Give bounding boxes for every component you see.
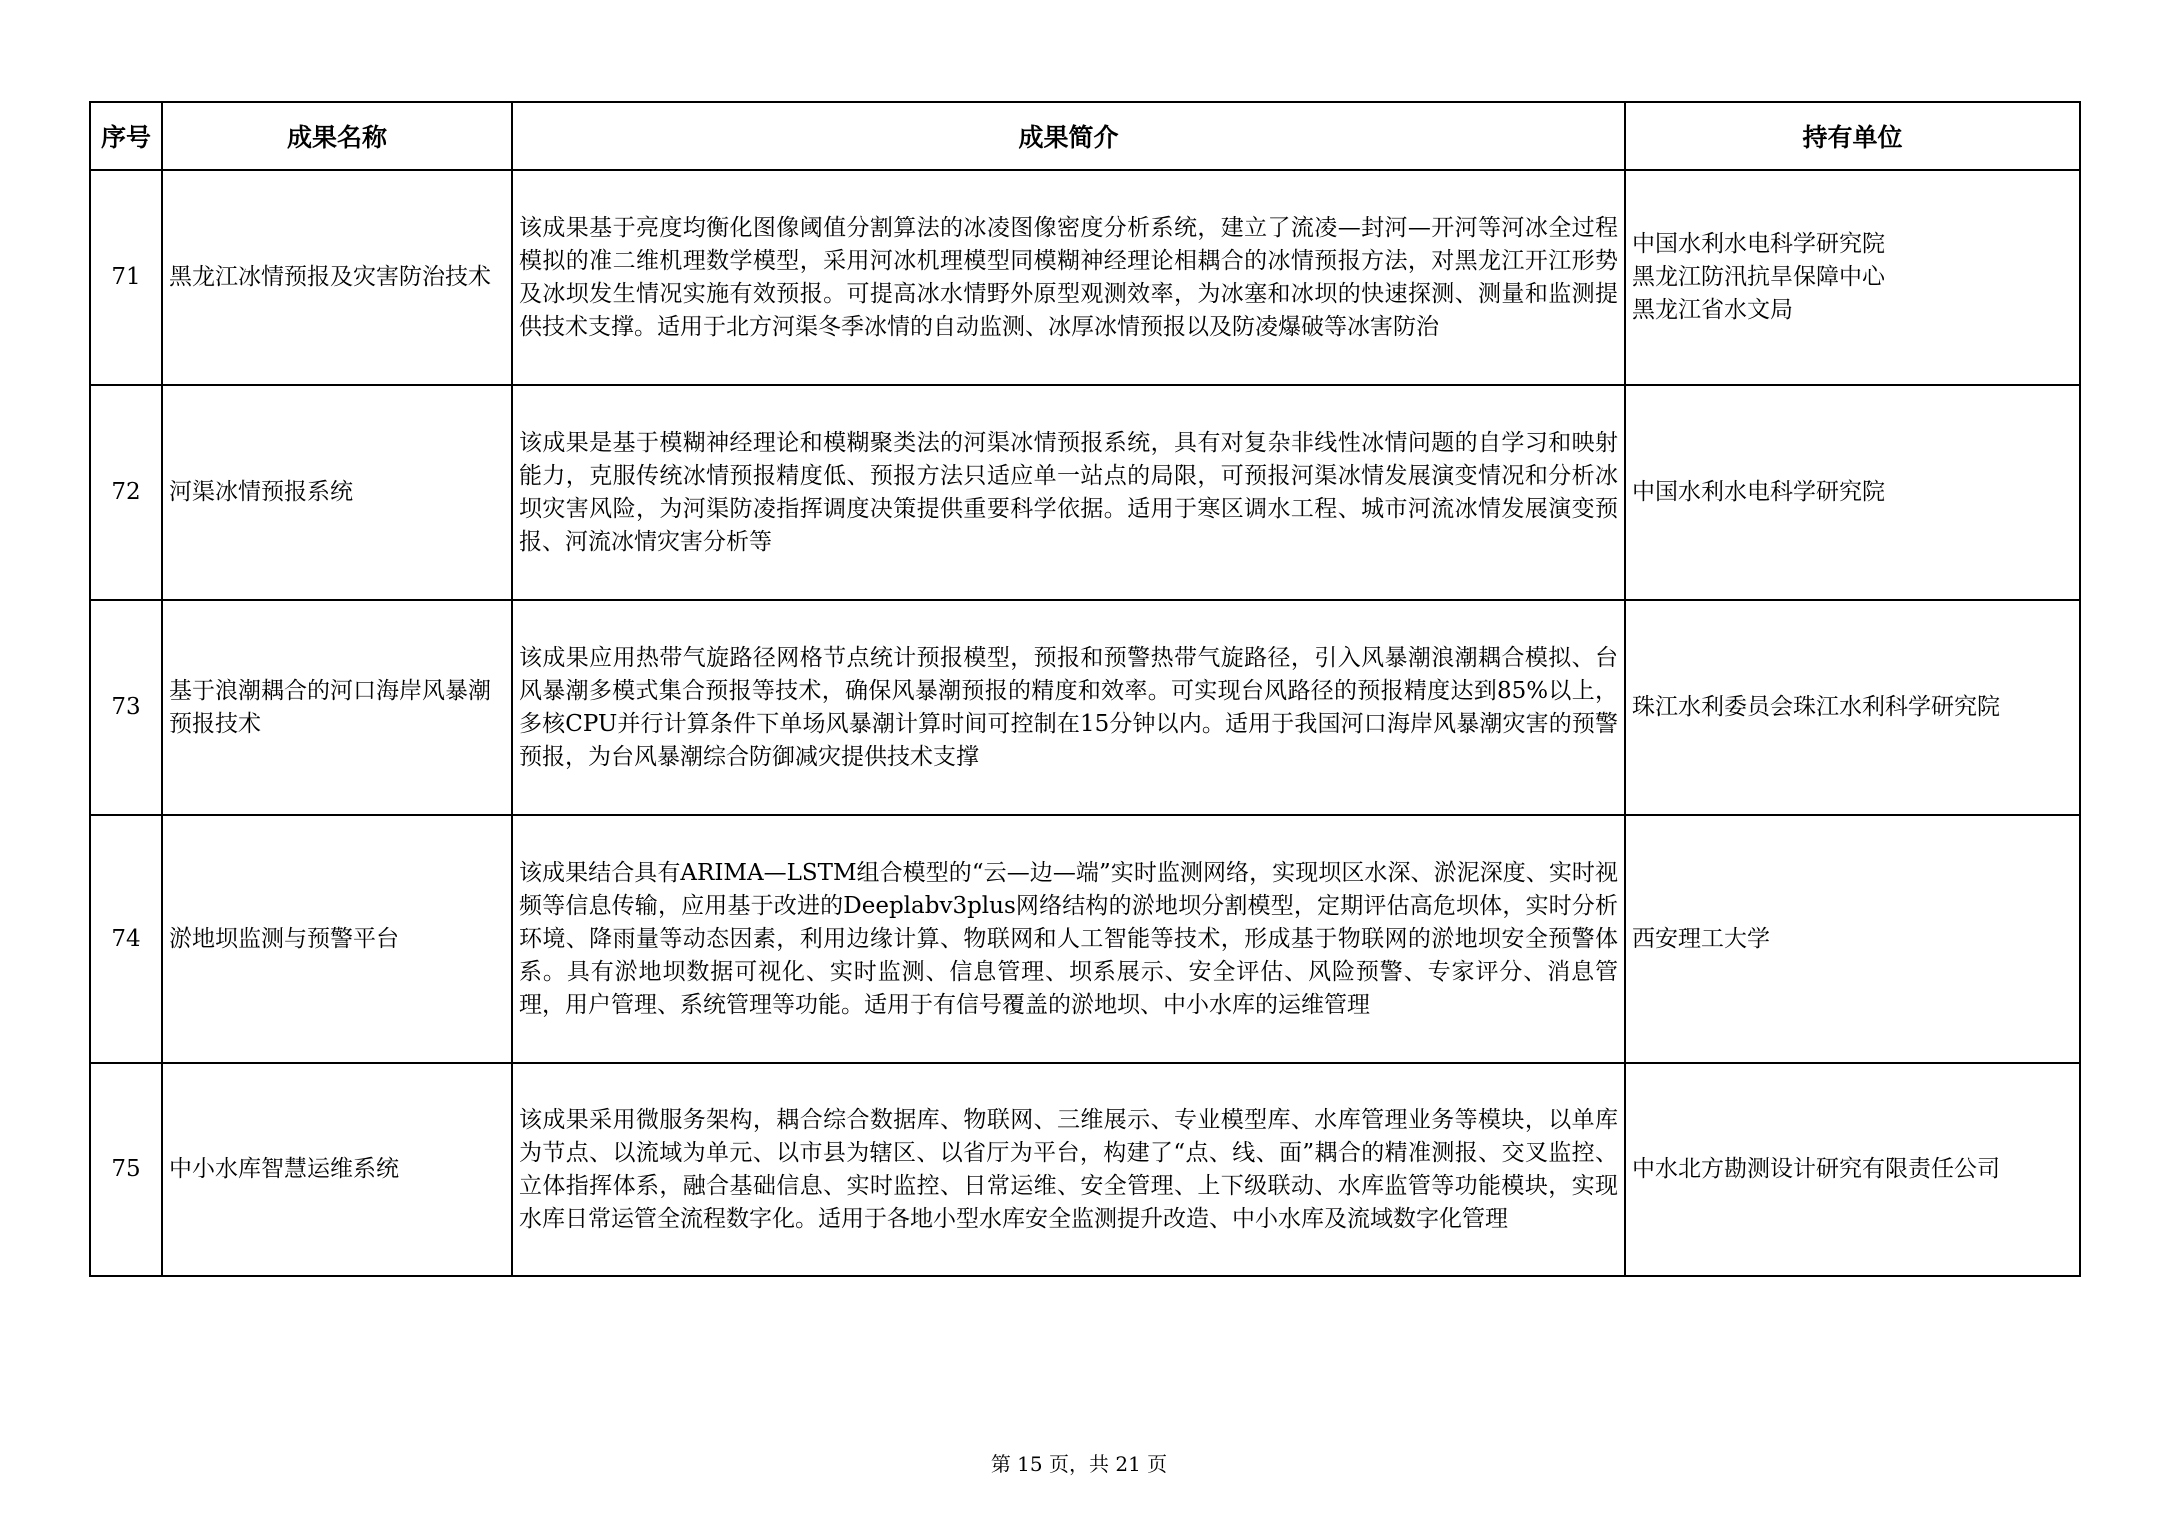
table-row [90,600,2080,815]
owner-line: 中水北方勘测设计研究有限责任公司 [1632,1156,2000,1182]
row-description: 该成果是基于模糊神经理论和模糊聚类法的河渠冰情预报系统，具有对复杂非线性冰情问题的自学习和映射能力，克服传统冰情预报精度低、预报方法只适应单一站点的局限，可预报河渠冰情发展演变情况和分析冰坝灾害风险，为河渠防凌指挥调度决策提供重要科学依据。适用于寒区调水工程、城市河流冰情发展演变预报、河流冰情灾害分析等 [512,385,1625,600]
row-owner [1625,815,2080,1063]
owner-line: 中国水利水电科学研究院 [1632,231,1885,257]
table-row [90,1063,2080,1276]
row-description: 该成果应用热带气旋路径网格节点统计预报模型，预报和预警热带气旋路径，引入风暴潮浪潮耦合模拟、台风暴潮多模式集合预报等技术，确保风暴潮预报的精度和效率。可实现台风路径的预报精度达到85%以上，多核CPU并行计算条件下单场风暴潮计算时间可控制在15分钟以内。适用于我国河口海岸风暴潮灾害的预警预报，为台风暴潮综合防御减灾提供技术支撑 [512,600,1625,815]
row-description: 该成果结合具有ARIMA—LSTM组合模型的“云—边—端”实时监测网络，实现坝区水深、淤泥深度、实时视频等信息传输，应用基于改进的Deeplabv3plus网络结构的淤地坝分割模型，定期评估高危坝体，实时分析环境、降雨量等动态因素，利用边缘计算、物联网和人工智能等技术，形成基于物联网的淤地坝安全预警体系。具有淤地坝数据可视化、实时监测、信息管理、坝系展示、安全评估、风险预警、专家评分、消息管理，用户管理、系统管理等功能。适用于有信号覆盖的淤地坝、中小水库的运维管理 [512,815,1625,1063]
owner-line: 中国水利水电科学研究院 [1632,479,1885,505]
row-name: 黑龙江冰情预报及灾害防治技术 [162,170,512,385]
page-footer: 第 15 页，共 21 页 [990,1452,1168,1476]
header-description: 成果简介 [512,102,1625,170]
table-header-row [90,102,2080,170]
table-row [90,385,2080,600]
achievements-table [89,101,2081,1277]
row-owner [1625,170,2080,385]
row-name: 河渠冰情预报系统 [162,385,512,600]
owner-line: 黑龙江防汛抗旱保障中心 [1632,264,1885,290]
row-name: 基于浪潮耦合的河口海岸风暴潮预报技术 [162,600,512,815]
header-name: 成果名称 [162,102,512,170]
table-row [90,815,2080,1063]
row-owner [1625,1063,2080,1276]
header-owner: 持有单位 [1625,102,2080,170]
row-no: 74 [90,815,162,1063]
row-owner [1625,385,2080,600]
row-no: 71 [90,170,162,385]
row-name: 中小水库智慧运维系统 [162,1063,512,1276]
row-owner [1625,600,2080,815]
row-no: 75 [90,1063,162,1276]
table-row [90,170,2080,385]
header-no: 序号 [90,102,162,170]
row-description: 该成果采用微服务架构，耦合综合数据库、物联网、三维展示、专业模型库、水库管理业务等模块，以单库为节点、以流域为单元、以市县为辖区、以省厅为平台，构建了“点、线、面”耦合的精准测报、交叉监控、立体指挥体系，融合基础信息、实时监控、日常运维、安全管理、上下级联动、水库监管等功能模块，实现水库日常运管全流程数字化。适用于各地小型水库安全监测提升改造、中小水库及流域数字化管理 [512,1063,1625,1276]
row-no: 73 [90,600,162,815]
owner-line: 西安理工大学 [1632,925,1770,952]
owner-line: 珠江水利委员会珠江水利科学研究院 [1632,694,2000,720]
row-name: 淤地坝监测与预警平台 [162,815,512,1063]
owner-line: 黑龙江省水文局 [1632,297,1793,323]
row-description: 该成果基于亮度均衡化图像阈值分割算法的冰凌图像密度分析系统，建立了流凌—封河—开河等河冰全过程模拟的准二维机理数学模型，采用河冰机理模型同模糊神经理论相耦合的冰情预报方法，对黑龙江开江形势及冰坝发生情况实施有效预报。可提高冰水情野外原型观测效率，为冰塞和冰坝的快速探测、测量和监测提供技术支撑。适用于北方河渠冬季冰情的自动监测、冰厚冰情预报以及防凌爆破等冰害防治 [512,170,1625,385]
row-no: 72 [90,385,162,600]
